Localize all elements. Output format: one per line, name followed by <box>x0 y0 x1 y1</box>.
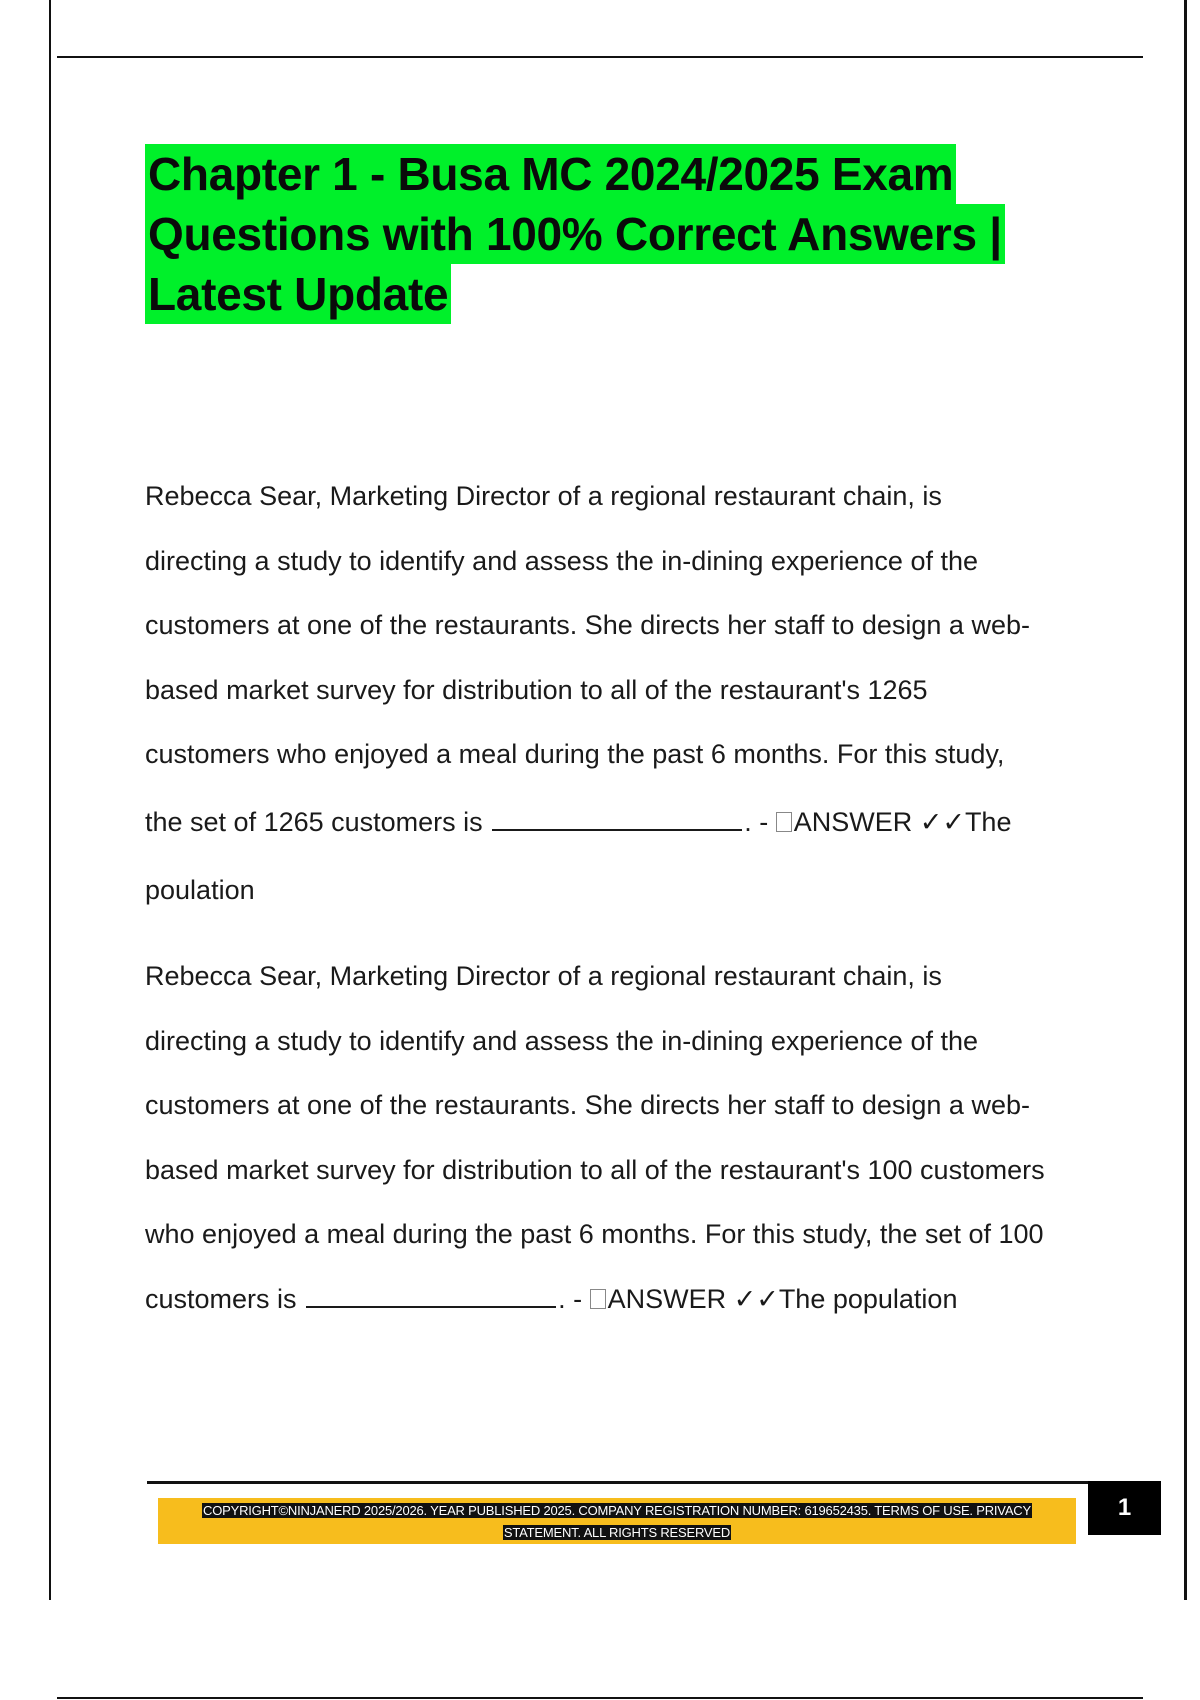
checkbox-glyph-icon <box>590 1289 606 1309</box>
question-2-line-2: directing a study to identify and assess the in-dining experience of the <box>145 1025 979 1056</box>
question-2-answer-line <box>145 1267 1105 1332</box>
footer-rule <box>147 1481 1095 1484</box>
page-number: 1 <box>1088 1481 1161 1535</box>
document-title <box>145 144 1105 324</box>
question-2 <box>145 944 1105 1331</box>
question-1 <box>145 464 1105 922</box>
checkbox-glyph-icon <box>776 812 792 832</box>
question-1-answer-line <box>145 787 1105 858</box>
question-2-prefix: customers is <box>145 1283 297 1314</box>
question-1-line-3: customers at one of the restaurants. She directs her staff to design a web- <box>145 610 1030 640</box>
question-2-line-4: based market survey for distribution to all of the restaurant's 100 customers <box>145 1154 1045 1185</box>
copyright-line-1: COPYRIGHT©NINJANERD 2025/2026. YEAR PUBLISHED 2025. COMPANY REGISTRATION NUMBER: 619652435. TERMS OF USE. PRIVACY <box>203 1503 1031 1518</box>
copyright-notice <box>172 1500 1062 1544</box>
question-2-answer: ANSWER ✓✓The population <box>607 1283 958 1314</box>
next-page-rule <box>57 1697 1143 1699</box>
question-2-line-5: who enjoyed a meal during the past 6 months. For this study, the set of 100 <box>145 1219 1044 1249</box>
question-1-answer-continuation: poulation <box>145 874 255 905</box>
question-1-line-5: customers who enjoyed a meal during the past 6 months. For this study, <box>145 739 1005 769</box>
question-1-line-1: Rebecca Sear, Marketing Director of a regional restaurant chain, is <box>145 481 942 511</box>
answer-blank <box>492 807 742 831</box>
question-1-line-4: based market survey for distribution to all of the restaurant's 1265 <box>145 674 928 705</box>
question-1-answer: ANSWER ✓✓The <box>793 806 1012 837</box>
title-line-2: Questions with 100% Correct Answers | <box>145 204 1005 264</box>
answer-marker: . - <box>558 1283 590 1314</box>
answer-marker: . - <box>744 806 776 837</box>
question-1-line-2: directing a study to identify and assess the in-dining experience of the <box>145 545 979 576</box>
header-rule <box>57 56 1143 58</box>
copyright-line-2: STATEMENT. ALL RIGHTS RESERVED <box>503 1525 731 1540</box>
title-line-3: Latest Update <box>145 264 451 324</box>
question-2-line-3: customers at one of the restaurants. She directs her staff to design a web- <box>145 1090 1030 1120</box>
answer-blank <box>306 1284 556 1308</box>
title-line-1: Chapter 1 - Busa MC 2024/2025 Exam <box>145 144 956 204</box>
question-2-line-1: Rebecca Sear, Marketing Director of a regional restaurant chain, is <box>145 961 942 991</box>
question-1-prefix: the set of 1265 customers is <box>145 806 483 837</box>
page-border-left <box>49 0 51 1600</box>
page-border-right <box>1184 0 1187 1600</box>
